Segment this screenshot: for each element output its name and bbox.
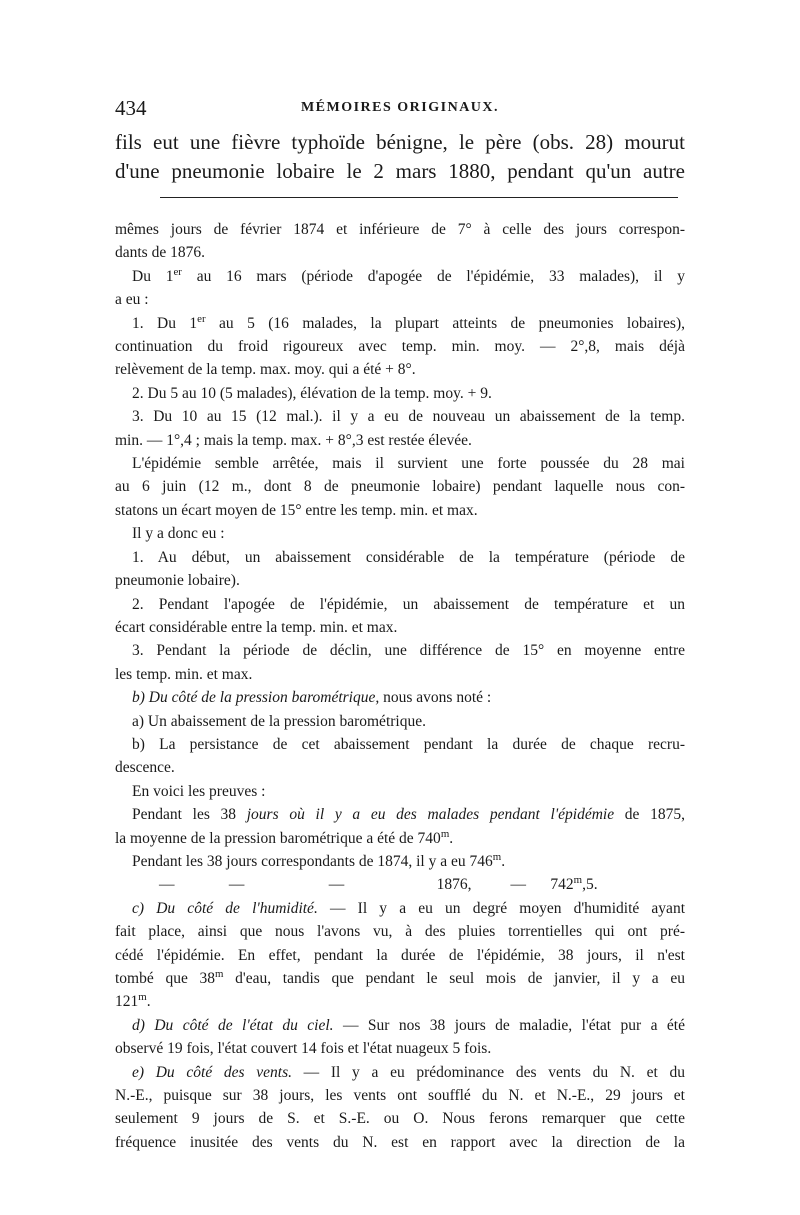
note-line: N.-E., puisque sur 38 jours, les vents ont soufflé du N. et N.-E., 29 jours et — [115, 1087, 685, 1105]
note-line: statons un écart moyen de 15° entre les temp. min. et max. — [115, 501, 478, 519]
text-line: d'une pneumonie lobaire le 2 mars 1880, pendant qu'un autre — [115, 159, 685, 183]
note-line: 2. Pendant l'apogée de l'épidémie, un abaissement de température et un — [132, 595, 685, 613]
note-line: min. — 1°,4 ; mais la temp. max. + 8°,3 est restée élevée. — [115, 431, 472, 449]
note-line: L'épidémie semble arrêtée, mais il survient une forte poussée du 28 mai — [132, 455, 685, 473]
page-header — [115, 96, 685, 120]
note-line: continuation du froid rigoureux avec temp. min. moy. — 2°,8, mais déjà — [115, 338, 685, 356]
note-line: Il y a donc eu : — [132, 525, 225, 543]
note-line: la moyenne de la pression barométrique a été de 740$^m$. — [115, 827, 454, 847]
note-line: a) Un abaissement de la pression barométrique. — [132, 712, 426, 730]
note-line: pneumonie lobaire). — [115, 572, 240, 590]
note-line: fréquence inusitée des vents du N. est en rapport avec la direction de la — [115, 1133, 685, 1151]
note-line: cédé l'épidémie. En effet, pendant la durée de l'épidémie, 38 jours, il n'est — [115, 946, 685, 964]
note-line: 3. Pendant la période de déclin, une différence de 15° en moyenne entre — [132, 642, 685, 660]
note-line: mêmes jours de février 1874 et inférieure de 7° à celle des jours correspon- — [115, 221, 685, 238]
note-line: 3. Du 10 au 15 (12 mal.). il y a eu de nouveau un abaissement de la temp. — [132, 408, 685, 426]
note-line: Pendant les 38 jours correspondants de 1874, il y a eu 746$^m$. — [132, 850, 506, 870]
note-line: b) Du côté de la pression barométrique, nous avons noté : — [132, 689, 492, 707]
note-line: e) Du côté des vents. — Il y a eu prédominance des vents du N. et du — [132, 1063, 686, 1081]
footnote-block — [115, 218, 685, 1154]
note-line: écart considérable entre la temp. min. et max. — [115, 618, 398, 636]
page-number: 434 — [115, 96, 147, 120]
note-line: relèvement de la temp. max. moy. qui a été + 8°. — [115, 361, 416, 379]
note-line: au 6 juin (12 m., dont 8 de pneumonie lobaire) pendant laquelle nous con- — [115, 478, 685, 496]
note-line: b) La persistance de cet abaissement pendant la durée de chaque recru- — [132, 735, 685, 753]
footnote-divider — [160, 197, 678, 198]
note-line: tombé que 38$^m$ d'eau, tandis que pendant le seul mois de janvier, il y a eu — [115, 967, 685, 987]
note-line: dants de 1876. — [115, 244, 205, 262]
note-line: les temp. min. et max. — [115, 665, 253, 683]
note-line: Du 1er au 16 mars (période d'apogée de l'épidémie, 33 malades), il y — [132, 265, 685, 285]
running-title: MÉMOIRES ORIGINAUX. — [300, 100, 500, 115]
note-line: observé 19 fois, l'état couvert 14 fois et l'état nuageux 5 fois. — [115, 1040, 492, 1058]
note-line: d) Du côté de l'état du ciel. — Sur nos 38 jours de maladie, l'état pur a été — [132, 1016, 685, 1034]
note-line: 1. Du 1er au 5 (16 malades, la plupart atteints de pneumonies lobaires), — [132, 312, 685, 332]
note-line: En voici les preuves : — [132, 782, 266, 800]
note-line: 1. Au début, un abaissement considérable de la température (période de — [132, 548, 685, 566]
note-line: descence. — [115, 759, 175, 777]
main-text-continuation — [115, 128, 685, 186]
text-line: fils eut une fièvre typhoïde bénigne, le père (obs. 28) mourut — [115, 130, 685, 154]
note-line: — — — 1876, — 742$^m$,5. — [159, 874, 598, 894]
note-line: 121$^m$. — [115, 991, 151, 1011]
note-line: a eu : — [115, 291, 149, 309]
note-line: 2. Du 5 au 10 (5 malades), élévation de la temp. moy. + 9. — [132, 384, 492, 402]
note-line: c) Du côté de l'humidité. — Il y a eu un degré moyen d'humidité ayant — [132, 899, 685, 917]
note-line: seulement 9 jours de S. et S.-E. ou O. Nous ferons remarquer que cette — [115, 1110, 685, 1128]
note-line: fait place, ainsi que nous l'avons vu, à des pluies torrentielles qui ont pré- — [115, 923, 685, 941]
note-line: Pendant les 38 jours où il y a eu des malades pendant l'épidémie de 1875, — [132, 806, 685, 824]
